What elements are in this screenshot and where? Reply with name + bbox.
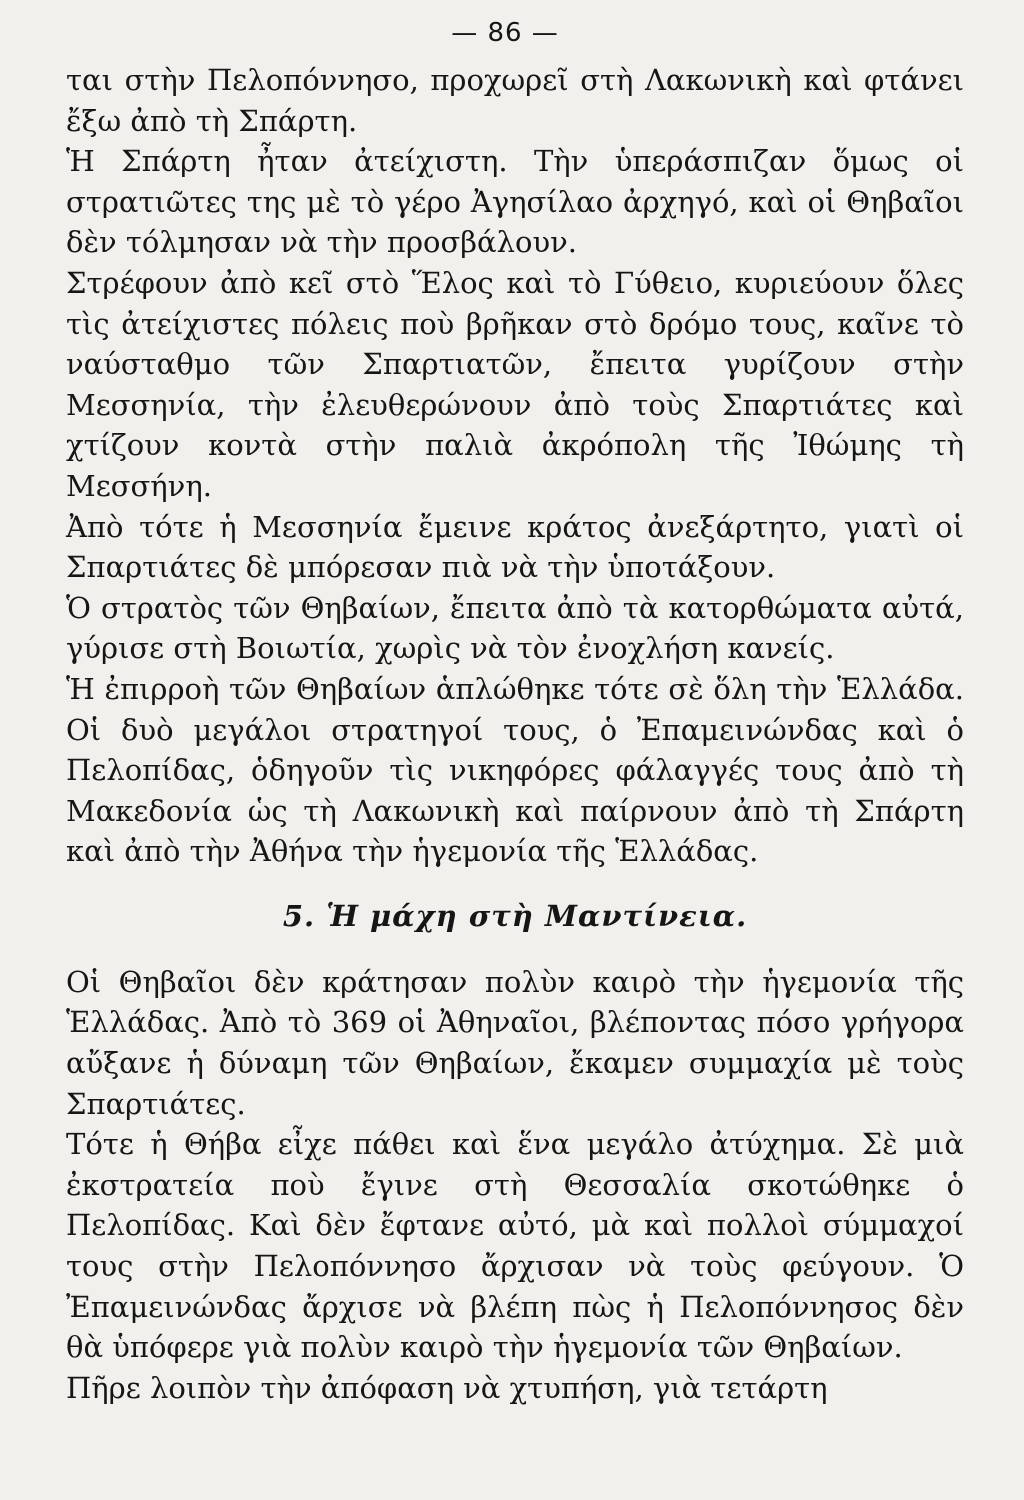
paragraph-messenia-independent: Ἀπὸ τότε ἡ Μεσσηνία ἔμεινε κράτος ἀνεξάρτητο, γιατὶ οἱ Σπαρτιάτες δὲ μπόρεσαν πιὰ νὰ τὴν ὑποτάξουν.	[66, 509, 964, 585]
paragraph-helos-gytheio: Στρέφουν ἀπὸ κεῖ στὸ Ἕλος καὶ τὸ Γύθειο, κυριεύουν ὅλες τὶς ἀτείχιστες πόλεις ποὺ βρῆκαν στὸ δρόμο τους, καῖνε τὸ ναύσταθμο τῶν Σπαρτιατῶν, ἔπειτα γυρίζουν στὴν Μεσσηνία, τὴν ἐλευθερώνουν ἀπὸ τοὺς Σπαρτιάτες καὶ χτίζουν κοντὰ στὴν παλιὰ ἀκρόπολη τῆς Ἰθώμης τὴ Μεσσήνη.	[66, 265, 964, 503]
paragraph-continuation: ται στὴν Πελοπόννησο, προχωρεῖ στὴ Λακωνικὴ καὶ φτάνει ἔξω ἀπὸ τὴ Σπάρτη.	[66, 63, 964, 138]
section-heading	[66, 896, 964, 936]
page-body	[66, 60, 964, 1408]
paragraph-sparta-unwalled: Ἡ Σπάρτη ἦταν ἀτείχιστη. Τὴν ὑπεράσπιζαν ὅμως οἱ στρατιῶτες της μὲ τὸ γέρο Ἀγησίλαο ἀρχηγό, καὶ οἱ Θηβαῖοι δὲν τόλμησαν νὰ τὴν προσβάλουν.	[66, 144, 964, 260]
section-title: Ἡ μάχη στὴ Μαντίνεια.	[326, 898, 748, 933]
section-number: 5.	[282, 898, 316, 933]
paragraph-army-returns: Ὁ στρατὸς τῶν Θηβαίων, ἔπειτα ἀπὸ τὰ κατορθώματα αὐτά, γύρισε στὴ Βοιωτία, χωρὶς νὰ τὸν ἐνοχλήση κανείς.	[66, 590, 964, 666]
paragraph-decision: Πῆρε λοιπὸν τὴν ἀπόφαση νὰ χτυπήση, γιὰ τετάρτη	[66, 1370, 828, 1405]
paragraph-misfortune: Τότε ἡ Θήβα εἶχε πάθει καὶ ἕνα μεγάλο ἀτύχημα. Σὲ μιὰ ἐκστρατεία ποὺ ἔγινε στὴ Θεσσαλία σκοτώθηκε ὁ Πελοπίδας. Καὶ δὲν ἔφτανε αὐτό, μὰ καὶ πολλοὶ σύμμαχοί τους στὴν Πελοπόννησο ἄρχισαν νὰ τοὺς φεύγουν. Ὁ Ἐπαμεινώνδας ἄρχισε νὰ βλέπη πὼς ἡ Πελοπόννησος δὲν θὰ ὑπόφερε γιὰ πολὺν καιρὸ τὴν ἡγεμονία τῶν Θηβαίων.	[66, 1127, 964, 1365]
page-number: — 86 —	[451, 18, 559, 48]
paragraph-thebes-hegemony-short: Οἱ Θηβαῖοι δὲν κράτησαν πολὺν καιρὸ τὴν ἡγεμονία τῆς Ἑλλάδας. Ἀπὸ τὸ 369 οἱ Ἀθηναῖοι, βλέποντας πόσο γρήγορα αὔξανε ἡ δύναμη τῶν Θηβαίων, ἔκαμεν συμμαχία μὲ τοὺς Σπαρτιάτες.	[66, 964, 964, 1121]
paragraph-theban-influence: Ἡ ἐπιρροὴ τῶν Θηβαίων ἁπλώθηκε τότε σὲ ὅλη τὴν Ἑλλάδα. Οἱ δυὸ μεγάλοι στρατηγοί τους, ὁ Ἐπαμεινώνδας καὶ ὁ Πελοπίδας, ὁδηγοῦν τὶς νικηφόρες φάλαγγές τους ἀπὸ τὴ Μακεδονία ὡς τὴ Λακωνικὴ καὶ παίρνουν ἀπὸ τὴ Σπάρτη καὶ ἀπὸ τὴν Ἀθήνα τὴν ἡγεμονία τῆς Ἑλλάδας.	[66, 671, 964, 869]
